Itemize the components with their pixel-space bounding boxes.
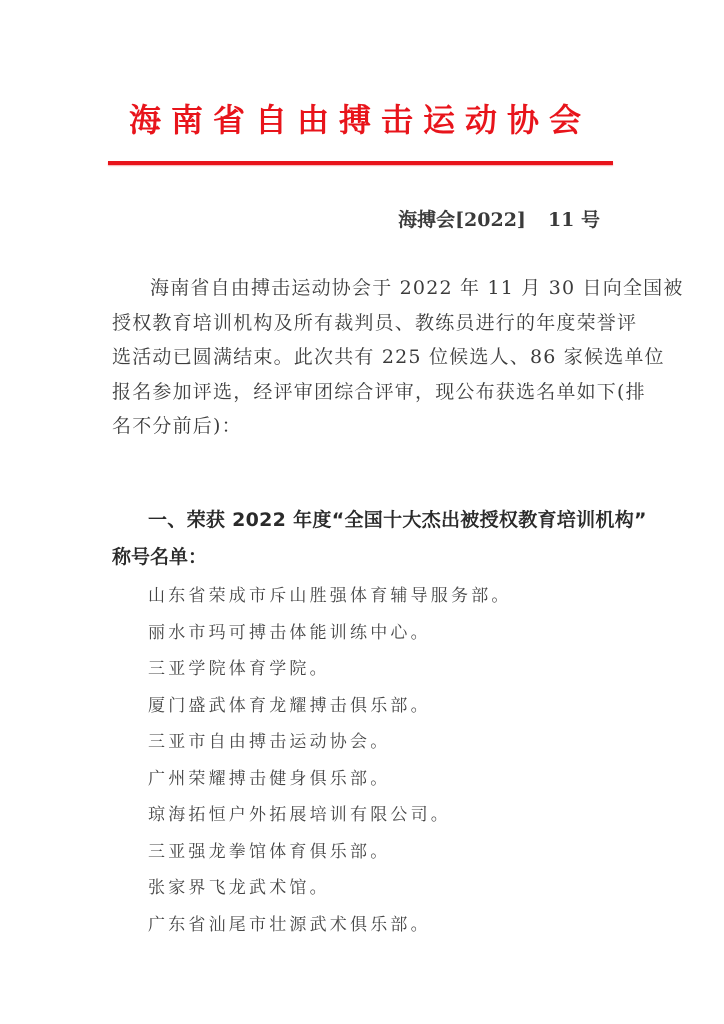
paragraph-line: 名不分前后)：: [112, 415, 242, 438]
list-item: 三亚学院体育学院。: [148, 659, 330, 679]
list-item: 三亚强龙拳馆体育俱乐部。: [148, 841, 391, 862]
red-header-rule: [108, 161, 613, 165]
paragraph-line: 报名参加评选，经评审团综合评审，现公布获选名单如下(排: [112, 380, 646, 403]
document-number-prefix: 海搏会[2022]: [398, 209, 526, 231]
paragraph-line: 选活动已圆满结束。此次共有 225 位候选人、86 家候选单位: [112, 346, 665, 369]
list-item: 三亚市自由搏击运动协会。: [148, 732, 391, 752]
section-1-heading: [112, 502, 647, 576]
heading-line: 称号名单：: [112, 546, 208, 568]
list-item: 张家界飞龙武术馆。: [148, 878, 330, 898]
awardee-list: [148, 578, 512, 943]
list-item: 山东省荣成市斥山胜强体育辅导服务部。: [148, 586, 512, 606]
document-number: [398, 206, 600, 234]
document-number-value: 11 号: [547, 209, 600, 231]
paragraph-line: 授权教育培训机构及所有裁判员、教练员进行的年度荣誉评: [112, 311, 638, 334]
intro-paragraph: [112, 271, 684, 444]
list-item: 广东省汕尾市壮源武术俱乐部。: [148, 914, 431, 935]
paragraph-line: 海南省自由搏击运动协会于 2022 年 11 月 30 日向全国被: [150, 277, 684, 299]
list-item: 广州荣耀搏击健身俱乐部。: [148, 768, 391, 789]
list-item: 琼海拓恒户外拓展培训有限公司。: [148, 805, 451, 825]
list-item: 厦门盛武体育龙耀搏击俱乐部。: [148, 695, 431, 716]
list-item: 丽水市玛可搏击体能训练中心。: [148, 622, 431, 643]
heading-line: 一、荣获 2022 年度“全国十大杰出被授权教育培训机构”: [148, 509, 647, 531]
organization-title: 海南省自由搏击运动协会: [128, 101, 591, 139]
